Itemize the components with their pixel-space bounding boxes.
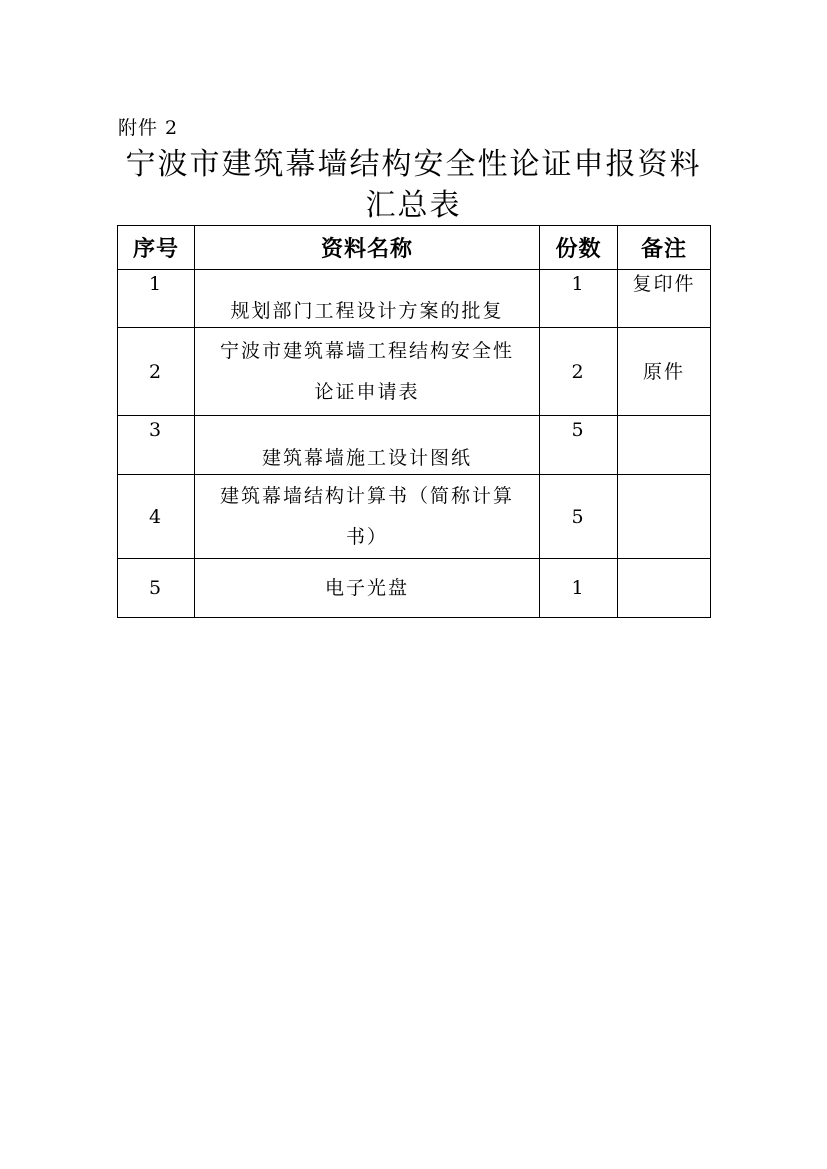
table-row [118, 475, 711, 559]
row-note: 原件 [618, 328, 711, 416]
row-name [195, 328, 540, 416]
table-row [118, 559, 711, 618]
row-seq: 4 [118, 475, 195, 559]
header-seq: 序号 [118, 226, 195, 270]
row-copies: 1 [540, 559, 618, 618]
row-seq: 3 [118, 416, 195, 475]
row-copies: 5 [540, 416, 618, 475]
row-copies: 5 [540, 475, 618, 559]
header-name: 资料名称 [195, 226, 540, 270]
row-copies: 1 [540, 270, 618, 328]
row-note [618, 559, 711, 618]
row-name-text-line2: 书） [345, 525, 388, 548]
row-name-text: 建筑幕墙结构计算书（简称计算 [219, 484, 514, 507]
row-name-text: 电子光盘 [324, 577, 409, 599]
document-title-line-1: 宁波市建筑幕墙结构安全性论证申报资料 [125, 147, 702, 182]
row-name-text: 宁波市建筑幕墙工程结构安全性 [219, 339, 514, 362]
row-name-text: 规划部门工程设计方案的批复 [230, 300, 504, 322]
row-seq: 2 [118, 328, 195, 416]
row-name [195, 475, 540, 559]
row-name [195, 559, 540, 618]
row-name-text: 建筑幕墙施工设计图纸 [261, 447, 472, 469]
row-note [618, 475, 711, 559]
row-seq: 1 [118, 270, 195, 328]
header-copies: 份数 [540, 226, 618, 270]
row-note [618, 416, 711, 475]
row-copies: 2 [540, 328, 618, 416]
row-name-text-line2: 论证申请表 [314, 380, 420, 403]
table-row [118, 328, 711, 416]
document-title-line-2: 汇总表 [365, 188, 462, 223]
attachment-label: 附件 2 [118, 117, 179, 139]
row-name [195, 416, 540, 475]
row-note: 复印件 [618, 270, 711, 328]
row-name [195, 270, 540, 328]
table-row [118, 416, 711, 475]
row-seq: 5 [118, 559, 195, 618]
materials-summary-table [117, 225, 711, 618]
table-header-row [118, 226, 711, 270]
table-row [118, 270, 711, 328]
header-note: 备注 [618, 226, 711, 270]
